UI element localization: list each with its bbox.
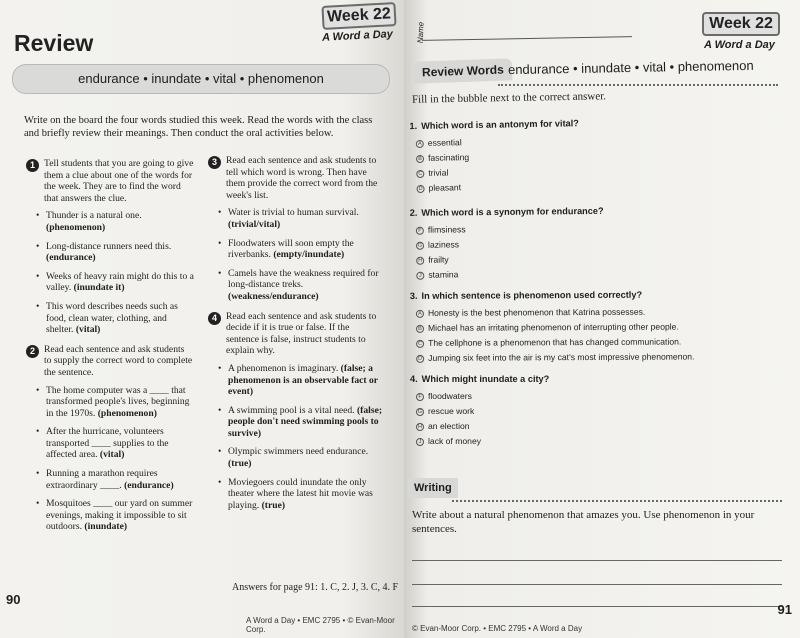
bubble-icon[interactable]: A (416, 140, 424, 148)
step-number: 1 (26, 159, 39, 172)
answer-option[interactable]: D Jumping six feet into the air is my cat's most impressive phenomenon. (410, 349, 770, 366)
bubble-icon[interactable]: G (417, 242, 423, 249)
series-label: A Word a Day (704, 39, 775, 51)
list-item: • The home computer was a ____ that transformed people's lives, beginning in the 1970s. (phenomenon) (46, 385, 194, 420)
review-words: endurance • inundate • vital • phenomenon (507, 57, 754, 78)
writing-prompt: Write about a natural phenomenon that amazes you. Use phenomenon in your sentences. (412, 509, 755, 535)
answer: (false; a phenomenon is an observable fact or event) (228, 362, 378, 398)
step-number: 4 (208, 312, 221, 325)
answer: (endurance) (46, 252, 96, 264)
step-1-list (24, 210, 194, 335)
question-stem: 1. Which word is an antonym for vital? (409, 118, 579, 132)
section-tab: Review Words (414, 58, 513, 83)
list-item: • Weeks of heavy rain might do this to a valley. (inundate it) (46, 271, 194, 294)
question-stem: 2. Which word is a synonym for endurance? (409, 205, 604, 218)
footer: © Evan-Moor Corp. • EMC 2795 • A Word a Day (412, 624, 583, 633)
list-item: • A swimming pool is a vital need. (false; people don't need swimming pools to survive) (228, 405, 384, 440)
answer-option[interactable]: H an election (418, 421, 470, 431)
answer: (inundate) (84, 521, 128, 533)
bubble-icon[interactable]: C (416, 170, 424, 178)
series-label: A Word a Day (321, 28, 394, 44)
answer-option[interactable]: A Honesty is the best phenomenon that Katrina possesses. (410, 304, 770, 321)
step-1 (24, 158, 194, 204)
step-4 (206, 311, 384, 357)
review-words-header (408, 58, 782, 90)
question-1 (409, 113, 770, 196)
question-stem: 3. In which sentence is phenomenon used correctly? (409, 289, 643, 301)
page-number: 90 (6, 592, 21, 607)
words-banner: endurance • inundate • vital • phenomenon (12, 64, 390, 94)
answer: (true) (261, 499, 286, 511)
answer-option[interactable]: J stamina (410, 264, 770, 283)
list-item: • Long-distance runners need this. (endurance) (46, 241, 194, 264)
answer: (inundate it) (73, 282, 125, 294)
answer-option[interactable]: B Michael has an irritating phenomenon of interrupting other people. (410, 319, 770, 336)
bubble-icon[interactable]: F (416, 393, 424, 401)
week-badge: Week 22 (702, 12, 780, 36)
list-item: • Mosquitoes ____ our yard on summer evenings, making it impossible to sit outdoors. (inundate) (46, 498, 194, 533)
writing-line[interactable] (412, 584, 782, 585)
page-number: 91 (777, 602, 792, 617)
name-field[interactable] (422, 36, 632, 41)
list-item: • A phenomenon is imaginary. (false; a phenomenon is an observable fact or event) (228, 363, 384, 398)
bubble-icon[interactable]: B (416, 155, 424, 163)
dotted-divider (452, 500, 782, 502)
answer: (vital) (75, 324, 101, 336)
answer-option[interactable]: C The cellphone is a phenomenon that has changed communication. (410, 334, 770, 351)
list-item: • Water is trivial to human survival. (trivial/vital) (228, 207, 384, 230)
bubble-icon[interactable]: C (416, 340, 424, 348)
bubble-icon[interactable]: H (416, 256, 424, 264)
step-3 (206, 155, 384, 201)
right-page (404, 0, 800, 638)
bubble-icon[interactable]: F (416, 226, 424, 234)
answer-option[interactable]: H frailty (410, 249, 770, 268)
answer-option[interactable]: J lack of money (410, 434, 770, 449)
answer: (empty/inundate) (273, 249, 345, 261)
step-4-list (206, 363, 384, 512)
column-right (206, 155, 384, 519)
step-text: Tell students that you are going to give them a clue about one of the words for the week. They are to find the word that answers the clue. (44, 158, 194, 204)
answer: (phenomenon) (97, 407, 157, 419)
list-item: • Moviegoers could inundate the only theater where the latest hit movie was playing. (true) (228, 477, 384, 512)
answer-option[interactable]: F flimsiness (410, 219, 770, 238)
writing-tab: Writing (408, 478, 458, 498)
page-title: Review (14, 30, 94, 56)
answer: (trivial/vital) (228, 218, 281, 230)
step-2 (24, 344, 194, 379)
list-item: • Floodwaters will soon empty the riverbanks. (empty/inundate) (228, 238, 384, 261)
bubble-icon[interactable]: G (417, 408, 423, 415)
answer: (endurance) (124, 479, 174, 491)
answer-option[interactable]: G rescue work (417, 406, 475, 416)
column-left (24, 158, 194, 541)
question-3 (410, 287, 770, 366)
answer-key: Answers for page 91: 1. C, 2. J, 3. C, 4. F (232, 582, 399, 593)
step-2-list (24, 385, 194, 534)
answer-option[interactable]: A essential (410, 130, 770, 151)
footer: A Word a Day • EMC 2795 • © Evan-Moor Corp. (246, 616, 395, 634)
answer: (vital) (99, 449, 125, 461)
bubble-icon[interactable]: J (416, 271, 424, 279)
bubble-icon[interactable]: D (417, 185, 425, 193)
answer-option[interactable]: G laziness (417, 239, 460, 250)
list-item: • Thunder is a natural one. (phenomenon) (46, 210, 194, 233)
step-number: 2 (26, 345, 39, 358)
list-item: • Camels have the weakness required for long-distance treks. (weakness/endurance) (228, 268, 384, 303)
bubble-icon[interactable]: H (416, 423, 424, 431)
question-4 (410, 372, 770, 449)
answer-option[interactable]: B fascinating (410, 145, 770, 166)
list-item: • After the hurricane, volunteers transported ____ supplies to the affected area. (vital) (46, 426, 194, 461)
step-text: Read each sentence and ask students to decide if it is true or false. If the sentence is false, instruct students to explain why. (226, 310, 377, 357)
answer-option[interactable]: D pleasant (410, 175, 770, 196)
writing-line[interactable] (412, 560, 782, 561)
answer: (false; people don't need swimming pools to survive) (228, 404, 383, 439)
intro-paragraph: Write on the board the four words studied this week. Read the words with the class and briefly review their meanings. Then conduct the oral activities below. (24, 115, 373, 139)
list-item: • Olympic swimmers need endurance. (true) (228, 446, 384, 469)
answer-option[interactable]: F floodwaters (410, 389, 770, 404)
list-item: • Running a marathon requires extraordinary ____. (endurance) (46, 468, 194, 491)
answer: (weakness/endurance) (228, 290, 319, 302)
dotted-divider (498, 84, 778, 86)
step-number: 3 (208, 156, 221, 169)
question-2 (410, 202, 771, 283)
step-3-list (206, 207, 384, 302)
week-badge: Week 22 (321, 2, 396, 30)
question-stem: 4. Which might inundate a city? (410, 374, 550, 384)
bubble-icon[interactable]: B (416, 325, 424, 333)
step-text: Read each sentence and ask students to supply the correct word to complete the sentence. (44, 343, 193, 378)
bubble-icon[interactable]: D (416, 355, 424, 363)
writing-line[interactable] (412, 606, 782, 607)
bubble-icon[interactable]: J (416, 438, 424, 446)
step-text: Read each sentence and ask students to tell which word is wrong. Then have them provide the correct word from the week's list. (226, 155, 378, 201)
bubble-icon[interactable]: A (416, 310, 424, 318)
list-item: • This word describes needs such as food, clean water, clothing, and shelter. (vital) (46, 301, 194, 336)
instructions: Fill in the bubble next to the correct answer. (411, 90, 607, 106)
answer: (true) (228, 458, 252, 470)
answer-option[interactable]: C trivial (410, 160, 770, 181)
answer: (phenomenon) (46, 221, 106, 233)
name-label: Name (415, 21, 426, 44)
